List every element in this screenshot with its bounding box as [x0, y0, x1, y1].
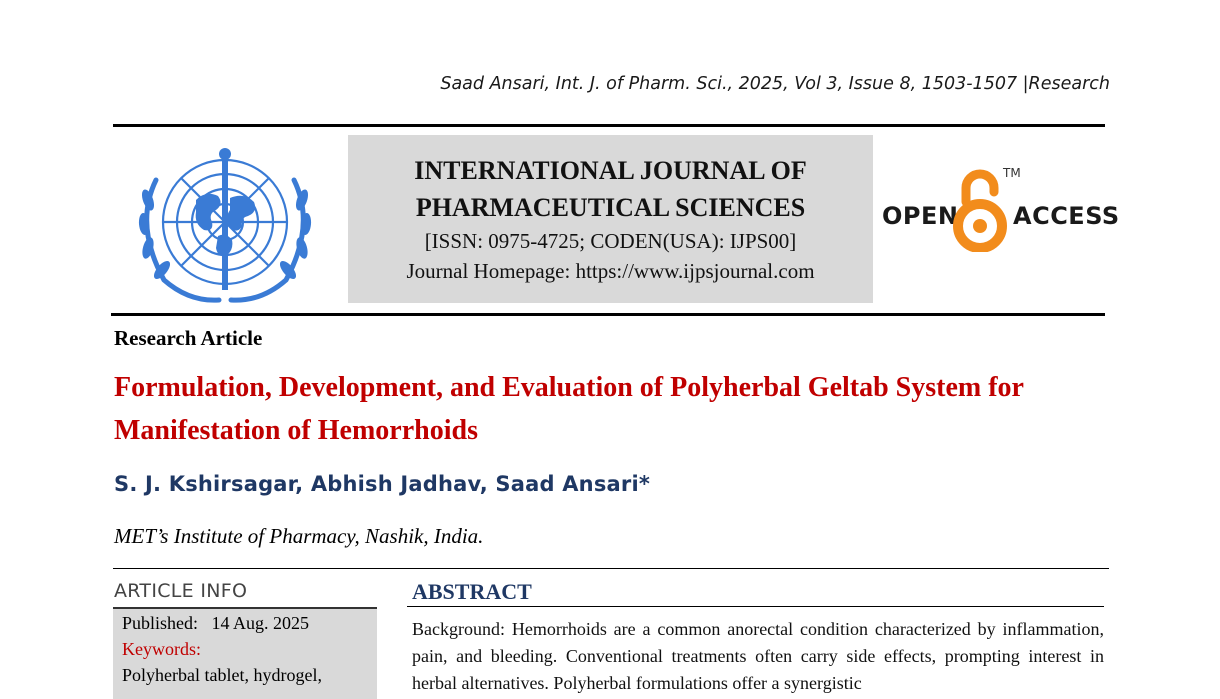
journal-issn: [ISSN: 0975-4725; CODEN(USA): IJPS00] [424, 229, 797, 253]
running-header: Saad Ansari, Int. J. of Pharm. Sci., 2025, Vol 3, Issue 8, 1503-1507 |Research [440, 74, 1110, 94]
journal-homepage: Journal Homepage: https://www.ijpsjournal.com [406, 259, 815, 283]
article-info-box [113, 609, 377, 699]
published-date: 14 Aug. 2025 [211, 613, 310, 633]
keywords-label: Keywords: [122, 639, 201, 659]
open-access-open-text: OPEN [882, 202, 959, 230]
open-access-access-text: ACCESS [1013, 202, 1120, 230]
published-row [122, 610, 377, 636]
authors: S. J. Kshirsagar, Abhish Jadhav, Saad Ansari* [114, 472, 651, 496]
published-label: Published: [122, 613, 199, 633]
open-access-logo [880, 162, 1120, 254]
un-emblem-icon [126, 140, 324, 306]
journal-title-line1: INTERNATIONAL JOURNAL OF [414, 156, 807, 185]
keywords-text: Polyherbal tablet, hydrogel, [122, 665, 322, 685]
abstract-rule [407, 606, 1104, 607]
header-rule-bottom [111, 313, 1105, 316]
journal-title [348, 152, 873, 226]
article-type: Research Article [114, 326, 263, 350]
article-info-heading: ARTICLE INFO [114, 580, 248, 602]
article-title: Formulation, Development, and Evaluation of Polyherbal Geltab System for Manifestation of Hemorrhoids [114, 372, 1024, 446]
section-divider [113, 568, 1109, 569]
journal-title-line2: PHARMACEUTICAL SCIENCES [415, 193, 806, 222]
header-rule-top [113, 124, 1105, 127]
trademark-symbol: TM [1003, 166, 1021, 180]
affiliation: MET’s Institute of Pharmacy, Nashik, India. [114, 524, 484, 548]
abstract-heading: ABSTRACT [412, 579, 532, 604]
journal-masthead [348, 135, 873, 303]
abstract-text: Background: Hemorrhoids are a common anorectal condition characterized by inflammation, pain, and bleeding. Conventional treatments often carry side effects, prompting interest in herbal alternatives. Polyherbal formulations offer a synergistic [412, 619, 1104, 693]
